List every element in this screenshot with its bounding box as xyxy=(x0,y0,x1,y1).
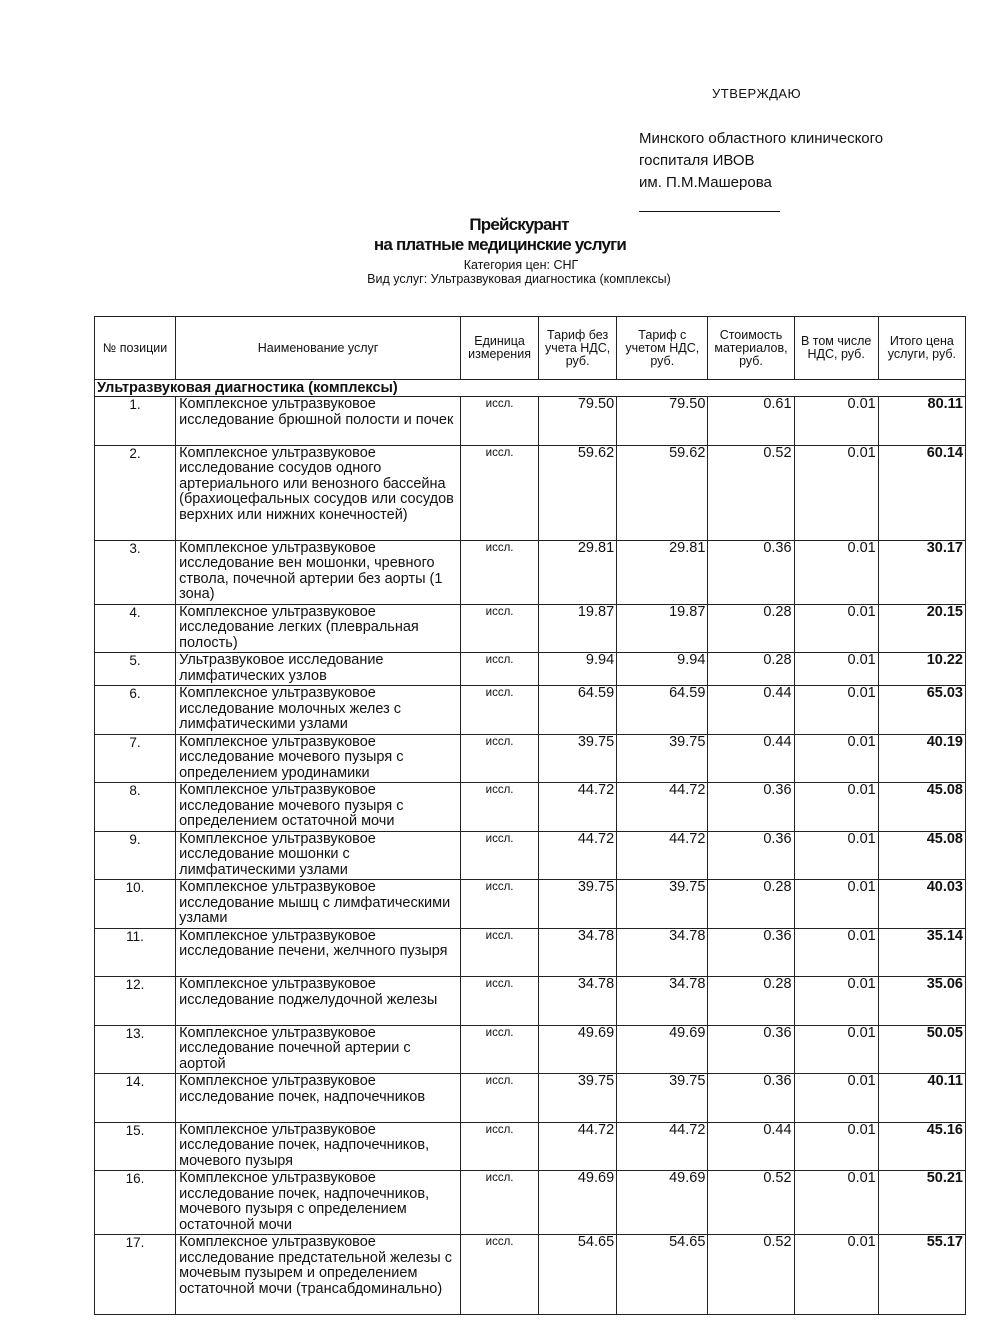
vat-amount: 0.01 xyxy=(794,540,878,604)
total-price: 45.08 xyxy=(878,783,965,832)
service-name: Комплексное ультразвуковое исследование почечной артерии с аортой xyxy=(176,1025,461,1074)
approve-stamp: УТВЕРЖДАЮ xyxy=(712,86,802,101)
service-name: Комплексное ультразвуковое исследование молочных желез с лимфатическими узлами xyxy=(176,686,461,735)
total-price: 40.11 xyxy=(878,1074,965,1123)
table-row xyxy=(95,1171,966,1235)
tariff-no-vat: 34.78 xyxy=(539,977,617,1026)
total-price: 35.14 xyxy=(878,928,965,977)
total-price: 60.14 xyxy=(878,445,965,540)
total-price: 10.22 xyxy=(878,653,965,686)
col-header-tariff-no-vat: Тариф без учета НДС, руб. xyxy=(539,317,617,380)
row-position: 10. xyxy=(95,880,176,929)
vat-amount: 0.01 xyxy=(794,1074,878,1123)
tariff-no-vat: 79.50 xyxy=(539,397,617,446)
service-name: Комплексное ультразвуковое исследование сосудов одного артериального или венозного бассейна (брахиоцефальных сосудов или сосудов верхних или нижних конечностей) xyxy=(176,445,461,540)
tariff-with-vat: 34.78 xyxy=(617,928,708,977)
total-price: 45.16 xyxy=(878,1122,965,1171)
table-row xyxy=(95,1122,966,1171)
materials-cost: 0.52 xyxy=(708,445,794,540)
service-name: Комплексное ультразвуковое исследование печени, желчного пузыря xyxy=(176,928,461,977)
vat-amount: 0.01 xyxy=(794,1171,878,1235)
materials-cost: 0.44 xyxy=(708,1122,794,1171)
col-header-unit: Единица измерения xyxy=(461,317,539,380)
row-position: 8. xyxy=(95,783,176,832)
service-name: Комплексное ультразвуковое исследование почек, надпочечников, мочевого пузыря с определением остаточной мочи xyxy=(176,1171,461,1235)
price-category: Категория цен: СНГ xyxy=(463,258,579,272)
table-row xyxy=(95,686,966,735)
row-position: 16. xyxy=(95,1171,176,1235)
total-price: 50.21 xyxy=(878,1171,965,1235)
vat-amount: 0.01 xyxy=(794,686,878,735)
table-row xyxy=(95,445,966,540)
total-price: 80.11 xyxy=(878,397,965,446)
vat-amount: 0.01 xyxy=(794,445,878,540)
col-header-tariff-with-vat: Тариф с учетом НДС, руб. xyxy=(617,317,708,380)
col-header-total-price: Итого цена услуги, руб. xyxy=(878,317,965,380)
total-price: 35.06 xyxy=(878,977,965,1026)
vat-amount: 0.01 xyxy=(794,1235,878,1315)
tariff-no-vat: 49.69 xyxy=(539,1171,617,1235)
total-price: 55.17 xyxy=(878,1235,965,1315)
unit-of-measure: иссл. xyxy=(461,540,539,604)
materials-cost: 0.28 xyxy=(708,653,794,686)
tariff-no-vat: 59.62 xyxy=(539,445,617,540)
hospital-line: им. П.М.Машерова xyxy=(639,174,772,191)
tariff-no-vat: 54.65 xyxy=(539,1235,617,1315)
tariff-no-vat: 39.75 xyxy=(539,1074,617,1123)
document-title-block xyxy=(0,215,1000,286)
row-position: 11. xyxy=(95,928,176,977)
table-row xyxy=(95,397,966,446)
service-name: Комплексное ультразвуковое исследование мошонки с лимфатическими узлами xyxy=(176,831,461,880)
vat-amount: 0.01 xyxy=(794,880,878,929)
table-row xyxy=(95,977,966,1026)
tariff-with-vat: 39.75 xyxy=(617,1074,708,1123)
tariff-with-vat: 49.69 xyxy=(617,1171,708,1235)
col-header-service-name: Наименование услуг xyxy=(176,317,461,380)
materials-cost: 0.52 xyxy=(708,1171,794,1235)
service-type: Вид услуг: Ультразвуковая диагностика (комплексы) xyxy=(367,272,671,286)
tariff-with-vat: 39.75 xyxy=(617,734,708,783)
total-price: 40.19 xyxy=(878,734,965,783)
materials-cost: 0.44 xyxy=(708,686,794,735)
tariff-with-vat: 44.72 xyxy=(617,831,708,880)
table-row xyxy=(95,540,966,604)
vat-amount: 0.01 xyxy=(794,604,878,653)
total-price: 50.05 xyxy=(878,1025,965,1074)
tariff-no-vat: 44.72 xyxy=(539,783,617,832)
tariff-no-vat: 29.81 xyxy=(539,540,617,604)
section-row xyxy=(95,380,966,397)
service-name: Комплексное ультразвуковое исследование почек, надпочечников, мочевого пузыря xyxy=(176,1122,461,1171)
total-price: 45.08 xyxy=(878,831,965,880)
row-position: 15. xyxy=(95,1122,176,1171)
table-row xyxy=(95,880,966,929)
tariff-with-vat: 34.78 xyxy=(617,977,708,1026)
table-row xyxy=(95,783,966,832)
hospital-line: госпиталя ИВОВ xyxy=(639,152,755,169)
tariff-no-vat: 19.87 xyxy=(539,604,617,653)
unit-of-measure: иссл. xyxy=(461,734,539,783)
table-row xyxy=(95,1025,966,1074)
row-position: 2. xyxy=(95,445,176,540)
materials-cost: 0.28 xyxy=(708,604,794,653)
materials-cost: 0.61 xyxy=(708,397,794,446)
unit-of-measure: иссл. xyxy=(461,397,539,446)
materials-cost: 0.28 xyxy=(708,977,794,1026)
unit-of-measure: иссл. xyxy=(461,1074,539,1123)
service-name: Комплексное ультразвуковое исследование мышц с лимфатическими узлами xyxy=(176,880,461,929)
col-header-materials-cost: Стоимость материалов, руб. xyxy=(708,317,794,380)
service-name: Комплексное ультразвуковое исследование поджелудочной железы xyxy=(176,977,461,1026)
total-price: 65.03 xyxy=(878,686,965,735)
service-name: Комплексное ультразвуковое исследование мочевого пузыря с определением остаточной мочи xyxy=(176,783,461,832)
tariff-no-vat: 34.78 xyxy=(539,928,617,977)
row-position: 13. xyxy=(95,1025,176,1074)
unit-of-measure: иссл. xyxy=(461,1235,539,1315)
tariff-with-vat: 44.72 xyxy=(617,783,708,832)
tariff-with-vat: 54.65 xyxy=(617,1235,708,1315)
signature-line xyxy=(639,211,780,212)
materials-cost: 0.36 xyxy=(708,928,794,977)
unit-of-measure: иссл. xyxy=(461,653,539,686)
tariff-no-vat: 64.59 xyxy=(539,686,617,735)
vat-amount: 0.01 xyxy=(794,397,878,446)
row-position: 5. xyxy=(95,653,176,686)
vat-amount: 0.01 xyxy=(794,653,878,686)
tariff-no-vat: 9.94 xyxy=(539,653,617,686)
vat-amount: 0.01 xyxy=(794,977,878,1026)
unit-of-measure: иссл. xyxy=(461,1122,539,1171)
service-name: Комплексное ультразвуковое исследование брюшной полости и почек xyxy=(176,397,461,446)
unit-of-measure: иссл. xyxy=(461,604,539,653)
row-position: 7. xyxy=(95,734,176,783)
tariff-no-vat: 49.69 xyxy=(539,1025,617,1074)
vat-amount: 0.01 xyxy=(794,831,878,880)
total-price: 20.15 xyxy=(878,604,965,653)
unit-of-measure: иссл. xyxy=(461,1171,539,1235)
tariff-with-vat: 64.59 xyxy=(617,686,708,735)
tariff-with-vat: 79.50 xyxy=(617,397,708,446)
tariff-with-vat: 19.87 xyxy=(617,604,708,653)
vat-amount: 0.01 xyxy=(794,1122,878,1171)
price-table xyxy=(94,316,966,1315)
materials-cost: 0.36 xyxy=(708,831,794,880)
materials-cost: 0.36 xyxy=(708,783,794,832)
hospital-line: Минского областного клинического xyxy=(639,130,884,147)
document-subtitle: на платные медицинские услуги xyxy=(373,235,627,254)
table-row xyxy=(95,831,966,880)
unit-of-measure: иссл. xyxy=(461,783,539,832)
hospital-name-block xyxy=(639,128,883,194)
unit-of-measure: иссл. xyxy=(461,977,539,1026)
service-name: Комплексное ультразвуковое исследование вен мошонки, чревного ствола, почечной артерии без аорты (1 зона) xyxy=(176,540,461,604)
materials-cost: 0.36 xyxy=(708,540,794,604)
unit-of-measure: иссл. xyxy=(461,880,539,929)
tariff-no-vat: 44.72 xyxy=(539,1122,617,1171)
total-price: 40.03 xyxy=(878,880,965,929)
unit-of-measure: иссл. xyxy=(461,831,539,880)
table-row xyxy=(95,1235,966,1315)
row-position: 6. xyxy=(95,686,176,735)
tariff-with-vat: 39.75 xyxy=(617,880,708,929)
section-title: Ультразвуковая диагностика (комплексы) xyxy=(95,380,966,397)
vat-amount: 0.01 xyxy=(794,734,878,783)
total-price: 30.17 xyxy=(878,540,965,604)
unit-of-measure: иссл. xyxy=(461,928,539,977)
tariff-with-vat: 29.81 xyxy=(617,540,708,604)
tariff-no-vat: 39.75 xyxy=(539,880,617,929)
service-name: Комплексное ультразвуковое исследование мочевого пузыря с определением уродинамики xyxy=(176,734,461,783)
row-position: 1. xyxy=(95,397,176,446)
materials-cost: 0.28 xyxy=(708,880,794,929)
row-position: 3. xyxy=(95,540,176,604)
materials-cost: 0.52 xyxy=(708,1235,794,1315)
unit-of-measure: иссл. xyxy=(461,686,539,735)
service-name: Комплексное ультразвуковое исследование легких (плевральная полость) xyxy=(176,604,461,653)
row-position: 14. xyxy=(95,1074,176,1123)
row-position: 4. xyxy=(95,604,176,653)
row-position: 9. xyxy=(95,831,176,880)
table-row xyxy=(95,928,966,977)
row-position: 17. xyxy=(95,1235,176,1315)
materials-cost: 0.36 xyxy=(708,1074,794,1123)
vat-amount: 0.01 xyxy=(794,1025,878,1074)
tariff-with-vat: 59.62 xyxy=(617,445,708,540)
tariff-with-vat: 9.94 xyxy=(617,653,708,686)
row-position: 12. xyxy=(95,977,176,1026)
unit-of-measure: иссл. xyxy=(461,1025,539,1074)
tariff-with-vat: 44.72 xyxy=(617,1122,708,1171)
table-row xyxy=(95,734,966,783)
tariff-no-vat: 39.75 xyxy=(539,734,617,783)
tariff-with-vat: 49.69 xyxy=(617,1025,708,1074)
unit-of-measure: иссл. xyxy=(461,445,539,540)
tariff-no-vat: 44.72 xyxy=(539,831,617,880)
table-row xyxy=(95,604,966,653)
table-row xyxy=(95,653,966,686)
col-header-vat: В том числе НДС, руб. xyxy=(794,317,878,380)
vat-amount: 0.01 xyxy=(794,783,878,832)
service-name: Ультразвуковое исследование лимфатических узлов xyxy=(176,653,461,686)
service-name: Комплексное ультразвуковое исследование предстательной железы с мочевым пузырем и определением остаточной мочи (трансабдоминально) xyxy=(176,1235,461,1315)
document-title: Прейскурант xyxy=(469,215,569,234)
service-name: Комплексное ультразвуковое исследование почек, надпочечников xyxy=(176,1074,461,1123)
materials-cost: 0.44 xyxy=(708,734,794,783)
materials-cost: 0.36 xyxy=(708,1025,794,1074)
table-header-row xyxy=(95,317,966,380)
col-header-position: № позиции xyxy=(95,317,176,380)
table-row xyxy=(95,1074,966,1123)
vat-amount: 0.01 xyxy=(794,928,878,977)
